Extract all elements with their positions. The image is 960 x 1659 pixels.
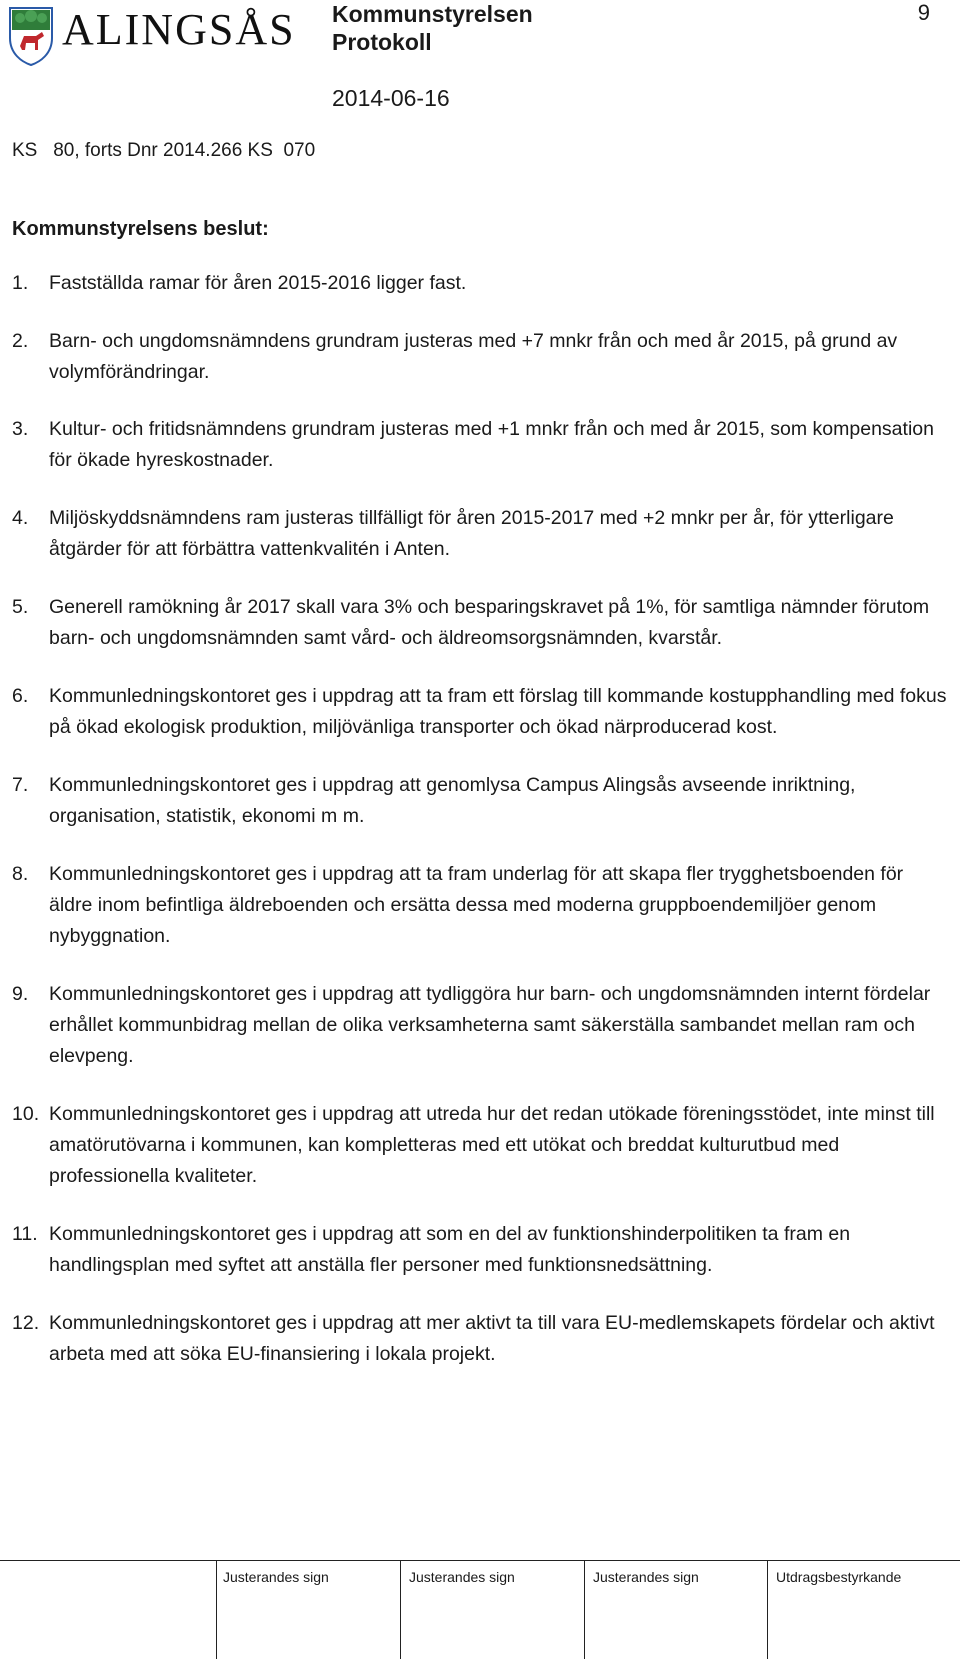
item-text: Barn- och ungdomsnämndens grundram justeras med +7 mnkr från och med år 2015, på grund av volymförändringar. [49, 330, 898, 383]
signature-label: Justerandes sign [409, 1569, 515, 1585]
decision-list [12, 268, 947, 1370]
item-number: 3. [12, 418, 29, 440]
item-number: 7. [12, 774, 29, 796]
item-number: 9. [12, 983, 29, 1005]
decision-item [12, 414, 947, 476]
reference-prefix: KS [12, 140, 38, 161]
item-number: 6. [12, 685, 29, 707]
page-number: 9 [917, 0, 930, 25]
item-text: Kommunledningskontoret ges i uppdrag att som en del av funktionshinderpolitiken ta fram en handlingsplan med syftet att anställa fler personer med funktionsnedsättning. [49, 1223, 851, 1276]
item-number: 4. [12, 507, 29, 529]
item-text: Kommunledningskontoret ges i uppdrag att ta fram ett förslag till kommande kostupphandling med fokus på ökad ekologisk produktion, miljövänliga transporter och ökad närproducerad kost. [49, 685, 947, 738]
decision-item [12, 770, 947, 832]
item-text: Kommunledningskontoret ges i uppdrag att mer aktivt ta till vara EU-medlemskapets fördelar och aktivt arbeta med att söka EU-finansiering i lokala projekt. [49, 1312, 935, 1365]
signature-cell-divider [767, 1560, 768, 1659]
case-reference [12, 139, 315, 163]
document-type: Protokoll [332, 29, 432, 55]
signature-cell-divider [584, 1560, 585, 1659]
reference-dnr: Dnr 2014.266 KS 070 [127, 140, 316, 161]
item-number: 11. [12, 1223, 38, 1245]
decision-item [12, 979, 947, 1072]
decision-item [12, 326, 947, 388]
signature-cell-divider [400, 1560, 401, 1659]
document-date: 2014-06-16 [332, 85, 450, 111]
item-text: Fastställda ramar för åren 2015-2016 ligger fast. [49, 272, 467, 294]
item-number: 5. [12, 596, 29, 618]
decision-item [12, 1308, 947, 1370]
signature-cell-divider [216, 1560, 217, 1659]
item-text: Miljöskyddsnämndens ram justeras tillfälligt för åren 2015-2017 med +2 mnkr per år, för ytterligare åtgärder för att förbättra vattenkvalitén i Anten. [49, 507, 894, 560]
decision-item [12, 503, 947, 565]
item-text: Kommunledningskontoret ges i uppdrag att tydliggöra hur barn- och ungdomsnämnden internt fördelar erhållet kommunbidrag mellan de olika verksamheterna samt säkerställa sambandet mellan ram och elevpeng. [49, 983, 931, 1067]
decision-heading: Kommunstyrelsens beslut: [12, 218, 269, 240]
item-number: 2. [12, 330, 29, 352]
item-text: Kommunledningskontoret ges i uppdrag att genomlysa Campus Alingsås avseende inriktning, organisation, statistik, ekonomi m m. [49, 774, 856, 827]
decision-item [12, 859, 947, 952]
item-text: Generell ramökning år 2017 skall vara 3% och besparingskravet på 1%, för samtliga nämnder förutom barn- och ungdomsnämnden samt vård- och äldreomsorgsnämnden, kvarstår. [49, 596, 930, 649]
item-text: Kultur- och fritidsnämndens grundram justeras med +1 mnkr från och med år 2015, som kompensation för ökade hyreskostnader. [49, 418, 934, 471]
decision-item [12, 681, 947, 743]
decision-item [12, 268, 947, 299]
certification-label: Utdragsbestyrkande [776, 1569, 902, 1585]
decision-item [12, 1099, 947, 1192]
document-title: Kommunstyrelsen [332, 1, 533, 27]
item-number: 12. [12, 1312, 40, 1334]
item-number: 10. [12, 1103, 40, 1125]
municipality-logo [8, 6, 308, 68]
signature-label: Justerandes sign [593, 1569, 699, 1585]
item-text: Kommunledningskontoret ges i uppdrag att ta fram underlag för att skapa fler trygghetsboenden för äldre inom befintliga äldreboenden och ersätta dessa med moderna gruppboendemiljöer genom nybyggnation. [49, 863, 904, 947]
item-number: 8. [12, 863, 29, 885]
logo-wordmark: ALINGSÅS [62, 5, 296, 54]
decision-item [12, 1219, 947, 1281]
coat-of-arms-icon [8, 6, 54, 66]
item-number: 1. [12, 272, 29, 294]
footer-divider [0, 1560, 960, 1561]
item-text: Kommunledningskontoret ges i uppdrag att utreda hur det redan utökade föreningsstödet, inte minst till amatörutövarna i kommunen, kan kompletteras med ett utökat och breddat kulturutbud med professionella kvaliteter. [49, 1103, 935, 1187]
decision-item [12, 592, 947, 654]
reference-section: 80, forts [53, 140, 122, 161]
signature-label: Justerandes sign [223, 1569, 329, 1585]
